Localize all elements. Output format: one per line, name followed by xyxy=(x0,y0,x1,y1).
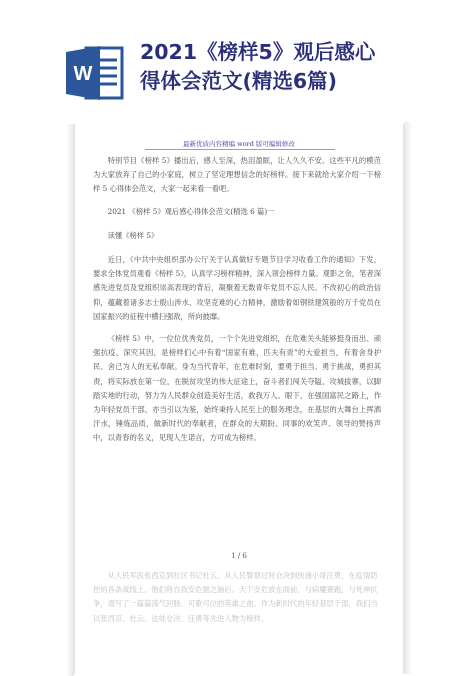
body-paragraph: 从人民军医张西京到社区书记杜云，从人民警察过驻仓决到快递小哥汪勇，在疫情防控的各条战线上，他们将自我安危抛之脑后。天下安危放在面前，与病魔赛跑，与死神抗争，谱写了一篇篇荡气回肠、可歌可泣的英雄之曲。作为新时代的年轻基层干部，我们当以张西京、杜云、达娃仓决、汪勇等先进人物为榜样， xyxy=(93,571,378,623)
page-number: 1 / 6 xyxy=(231,552,247,560)
subsection-heading: 读懂《榜样 5》 xyxy=(107,230,159,240)
section-heading: 2021 《榜样 5》观后感心得体会范文(精选 6 篇)一 xyxy=(107,206,275,216)
header-rule xyxy=(145,149,335,150)
word-document-icon xyxy=(64,42,126,104)
intro-paragraph: 特别节目《榜样 5》播出后，感人至深，热泪盈眶，让人久久不安。这些平凡的模范为大家放弃了自己的小家庭，树立了坚定理想信念的好榜样。接下来就给大家介绍一下榜样 5 心得体会范文，大家一起来看一看吧。 xyxy=(93,156,381,194)
page-shadow-right xyxy=(404,122,412,674)
document-header-text: 最新优质内容精编 word 版可编辑修改 xyxy=(183,140,295,148)
page-shadow-left xyxy=(66,124,74,676)
body-paragraph: 近日，《中共中央组织部办公厅关于认真做好专题节目学习收看工作的通知》下发，要求全体党员观看《榜样 5》，认真学习榜样精神，深入领会榜样力量。观影之余，笔者深感先进党员及党组织崇高表现的背后，凝聚着无数青年党员不忘人民、不改初心的政治信仰，蕴藏着诸多志士殷山涉水、攻坚克难的心力精神，激励着如钢铁建筑般的万千党员在国家振兴的征程中横扫强敌，所向披靡。 xyxy=(93,255,381,321)
document-header xyxy=(75,139,403,148)
word-logo-letter: W xyxy=(73,63,93,85)
body-paragraph: 《榜样 5》中，一位位优秀党员，一个个先进党组织，在危难关头能够挺身而出、顽强抗疫，深究其因，是榜样们心中有着“国家有难，匹夫有责”的大爱担当，有着舍身护民、舍己为人的无私奉献。身为当代青年，在危难时刻，要勇于担当、勇于挑战，勇担其责，将实际放在第一位，在脱贫攻坚的伟大征途上，奋斗者们闯关夺隘、攻城拔寨，以脚踏实地的行动，努力为人民群众创造美好生活，救我万人。眼下，在强国富民之路上，作为年轻党员干部，亦当引以为鉴，始终秉持人民至上的服务理念，在基层的大舞台上挥洒汗水，锤炼品质，做新时代的奉献者，在群众的大期盼、同事的欢笑声、领导的赞扬声中，以青春的名义，见现人生诺言，方可成为榜样。 xyxy=(93,334,381,443)
document-body-continued xyxy=(93,569,381,634)
page-title xyxy=(140,38,460,96)
banner xyxy=(0,0,474,130)
document-body xyxy=(93,154,381,454)
document-page xyxy=(74,124,404,674)
title-line-1: 2021《榜样5》观后感心 xyxy=(140,40,376,64)
title-line-2: 得体会范文(精选6篇) xyxy=(140,69,338,93)
